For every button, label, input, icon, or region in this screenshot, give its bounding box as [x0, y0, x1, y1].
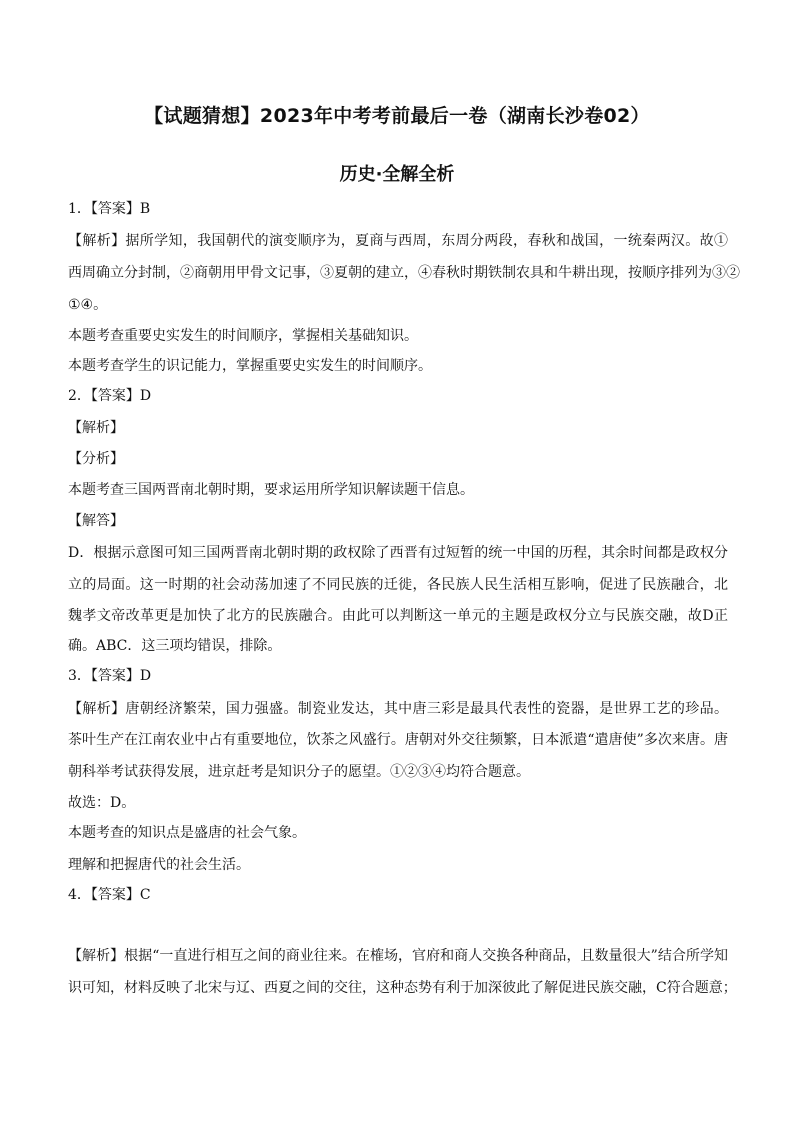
q3-note-1: 本题考查的知识点是盛唐的社会气象。 — [68, 825, 306, 841]
q1-answer: 1．【答案】B — [68, 201, 151, 217]
q2-jieda-line-3: 魏孝文帝改革更是加快了北方的民族融合。由此可以判断这一单元的主题是政权分立与民族交融，故D正 — [68, 608, 728, 624]
q1-note-2: 本题考查学生的识记能力，掌握重要史实发生的时间顺序。 — [68, 358, 432, 374]
q2-analysis-heading: 【解析】 — [68, 420, 124, 436]
q3-choice: 故选：D。 — [68, 795, 136, 811]
q2-jieda-line-2: 立的局面。这一时期的社会动荡加速了不同民族的迁徙，各民族人民生活相互影响，促进了民族融合，北 — [68, 577, 728, 593]
q2-jieda-heading: 【解答】 — [68, 513, 124, 529]
q2-jieda-line-4: 确。ABC．这三项均错误，排除。 — [68, 638, 282, 654]
q1-analysis-line-1: 【解析】据所学知，我国朝代的演变顺序为，夏商与西周，东周分两段，春秋和战国，一统秦两汉。故① — [68, 233, 728, 249]
q2-fenxi-text: 本题考查三国两晋南北朝时期，要求运用所学知识解读题干信息。 — [68, 482, 474, 498]
q4-analysis-line-1: 【解析】根据“一直进行相互之间的商业往来。在榷场，官府和商人交换各种商品，且数量很大”结合所学知 — [68, 948, 728, 964]
q3-answer: 3．【答案】D — [68, 668, 152, 684]
q2-jieda-line-1: D．根据示意图可知三国两晋南北朝时期的政权除了西晋有过短暂的统一中国的历程，其余时间都是政权分 — [68, 545, 728, 561]
q3-note-2: 理解和把握唐代的社会生活。 — [68, 857, 250, 873]
q4-analysis-line-2: 识可知，材料反映了北宋与辽、西夏之间的交往，这种态势有利于加深彼此了解促进民族交融，C符合题意； — [68, 980, 737, 996]
q3-analysis-line-3: 朝科举考试获得发展，进京赶考是知识分子的愿望。①②③④均符合题意。 — [68, 764, 530, 780]
q1-note-1: 本题考查重要史实发生的时间顺序，掌握相关基础知识。 — [68, 328, 418, 344]
document-title: 【试题猜想】2023年中考考前最后一卷（湖南长沙卷02） — [144, 105, 650, 127]
q1-analysis-line-2: 西周确立分封制，②商朝用甲骨文记事，③夏朝的建立，④春秋时期铁制农具和牛耕出现，按顺序排列为③② — [68, 265, 740, 281]
q2-answer: 2．【答案】D — [68, 388, 152, 404]
document-subtitle: 历史·全解全析 — [339, 164, 455, 185]
q2-fenxi-heading: 【分析】 — [68, 451, 124, 467]
q1-analysis-line-3: ①④。 — [68, 297, 108, 313]
q3-analysis-line-2: 茶叶生产在江南农业中占有重要地位，饮茶之风盛行。唐朝对外交往频繁，日本派遣“遣唐使”多次来唐。唐 — [68, 732, 728, 748]
q4-answer: 4．【答案】C — [68, 887, 151, 903]
q3-analysis-line-1: 【解析】唐朝经济繁荣，国力强盛。制瓷业发达，其中唐三彩是最具代表性的瓷器，是世界工艺的珍品。 — [68, 701, 728, 717]
